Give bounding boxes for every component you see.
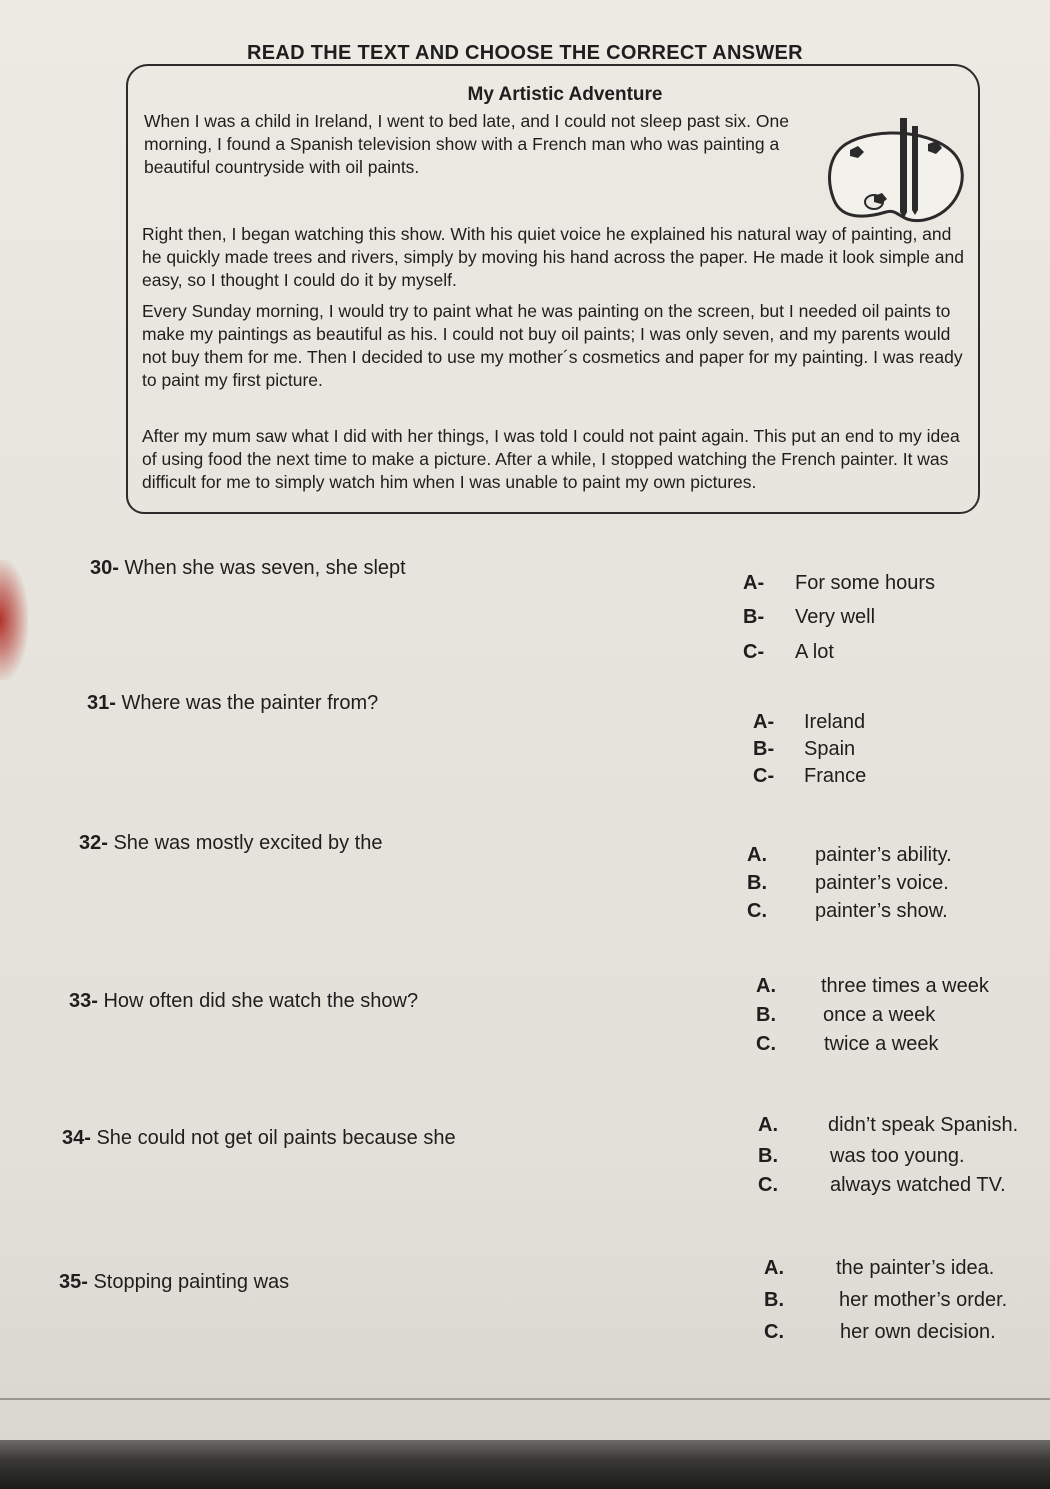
question-text: How often did she watch the show? — [103, 990, 419, 1012]
question-text: Stopping painting was — [93, 1271, 290, 1293]
option-text: A lot — [795, 641, 834, 663]
q35-option-c[interactable] — [764, 1320, 996, 1344]
q32-option-b[interactable] — [747, 871, 949, 895]
option-letter: A. — [756, 975, 776, 997]
option-text: once a week — [823, 1004, 936, 1026]
page-shadow — [0, 560, 28, 680]
question-number: 33- — [69, 990, 98, 1012]
q33-option-c[interactable] — [756, 1032, 939, 1056]
option-letter: B- — [753, 738, 775, 760]
option-letter: A. — [764, 1257, 784, 1279]
question-number: 35- — [59, 1271, 88, 1293]
question-text: She could not get oil paints because she — [96, 1127, 456, 1149]
worksheet-heading: READ THE TEXT AND CHOOSE THE CORRECT ANSWER — [247, 42, 803, 64]
option-letter: B. — [758, 1145, 778, 1167]
q31-option-a[interactable] — [753, 710, 865, 734]
question-34 — [62, 1126, 456, 1150]
option-text: France — [804, 765, 867, 787]
question-number: 32- — [79, 832, 108, 854]
option-text: Spain — [804, 738, 856, 760]
question-text: Where was the painter from? — [121, 692, 379, 714]
q35-option-b[interactable] — [764, 1288, 1007, 1312]
q33-option-b[interactable] — [756, 1003, 935, 1027]
question-35 — [59, 1270, 289, 1294]
q30-option-c[interactable] — [743, 640, 834, 664]
page-edge-shadow — [0, 1440, 1050, 1489]
question-number: 31- — [87, 692, 116, 714]
question-number: 34- — [62, 1127, 91, 1149]
option-letter: C- — [753, 765, 775, 787]
paint-palette-icon — [816, 116, 976, 236]
q34-option-a[interactable] — [758, 1113, 1018, 1137]
option-text: For some hours — [795, 572, 936, 594]
option-letter: C. — [764, 1321, 784, 1343]
q31-option-b[interactable] — [753, 737, 855, 761]
question-31 — [87, 691, 378, 715]
option-text: her mother’s order. — [839, 1289, 1008, 1311]
option-letter: B. — [747, 872, 767, 894]
q33-option-a[interactable] — [756, 974, 989, 998]
option-text: Ireland — [804, 711, 866, 733]
q30-option-b[interactable] — [743, 605, 875, 629]
option-letter: A. — [747, 844, 767, 866]
option-letter: C. — [747, 900, 767, 922]
q32-option-a[interactable] — [747, 843, 952, 867]
option-letter: A- — [753, 711, 775, 733]
question-32 — [79, 831, 382, 855]
option-letter: A- — [743, 572, 765, 594]
option-text: Very well — [795, 606, 876, 628]
option-text: always watched TV. — [830, 1174, 1006, 1196]
q32-option-c[interactable] — [747, 899, 948, 923]
q34-option-b[interactable] — [758, 1144, 965, 1168]
option-text: painter’s voice. — [815, 872, 949, 894]
q31-option-c[interactable] — [753, 764, 866, 788]
question-33 — [69, 989, 418, 1013]
option-text: was too young. — [830, 1145, 965, 1167]
question-30 — [90, 556, 406, 580]
option-text: twice a week — [824, 1033, 939, 1055]
option-text: painter’s ability. — [815, 844, 952, 866]
option-letter: B- — [743, 606, 765, 628]
question-text: She was mostly excited by the — [113, 832, 383, 854]
story-title: My Artistic Adventure — [467, 84, 663, 105]
option-letter: B. — [764, 1289, 784, 1311]
q35-option-a[interactable] — [764, 1256, 994, 1280]
option-text: painter’s show. — [815, 900, 948, 922]
question-number: 30- — [90, 557, 119, 579]
option-text: the painter’s idea. — [836, 1257, 995, 1279]
story-paragraph-2: Right then, I began watching this show. With his quiet voice he explained his natural way of painting, and he quickly made trees and rivers, simply by moving his hand across the paper. He made it look simple and easy, so I thought I could do it by myself. — [142, 224, 964, 290]
option-letter: A. — [758, 1114, 778, 1136]
question-text: When she was seven, she slept — [124, 557, 406, 579]
option-letter: C. — [758, 1174, 778, 1196]
option-letter: C. — [756, 1033, 776, 1055]
story-paragraph-3: Every Sunday morning, I would try to paint what he was painting on the screen, but I needed oil paints to make my paintings as beautiful as his. I could not buy oil paints; I was only seven, and my parents would not buy them for me. Then I decided to use my mother´s cosmetics and paper for my painting. I was ready to paint my first picture. — [142, 301, 963, 390]
q34-option-c[interactable] — [758, 1173, 1006, 1197]
option-letter: B. — [756, 1004, 776, 1026]
bottom-divider — [0, 1398, 1050, 1400]
q30-option-a[interactable] — [743, 571, 935, 595]
option-text: three times a week — [821, 975, 989, 997]
story-paragraph-4: After my mum saw what I did with her things, I was told I could not paint again. This put an end to my idea of using food the next time to make a picture. After a while, I stopped watching the French painter. It was difficult for me to simply watch him when I was unable to paint my own pictures. — [142, 426, 960, 492]
option-text: didn’t speak Spanish. — [828, 1114, 1019, 1136]
story-paragraph-1: When I was a child in Ireland, I went to bed late, and I could not sleep past six. One morning, I found a Spanish television show with a French man who was painting a beautiful countryside with oil paints. — [144, 111, 789, 177]
option-text: her own decision. — [840, 1321, 996, 1343]
option-letter: C- — [743, 641, 765, 663]
